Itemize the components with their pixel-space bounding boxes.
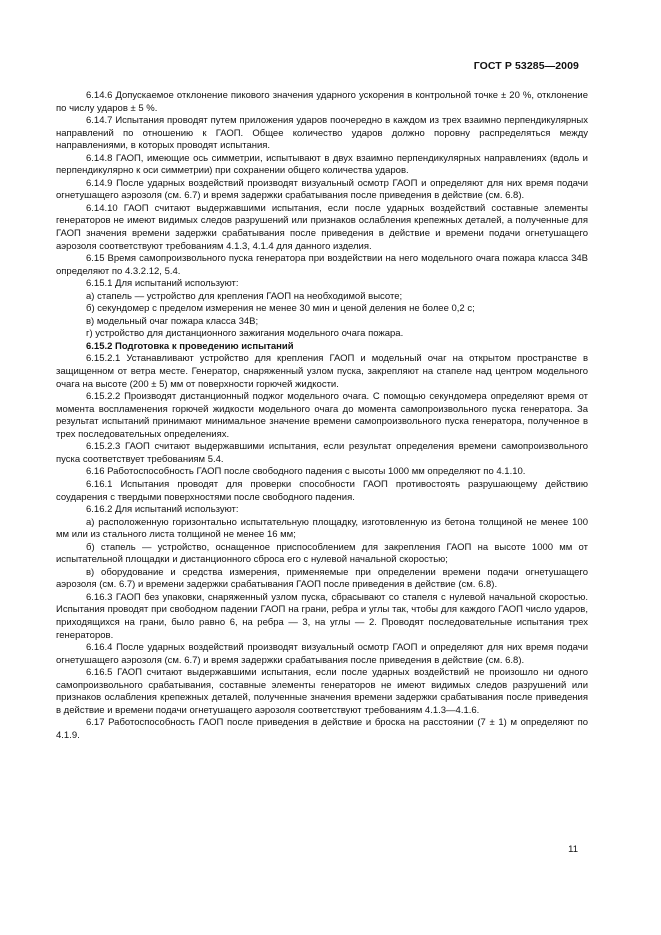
clause-6-15-2-2: 6.15.2.2 Производят дистанционный поджог модельного очага. С помощью секундомера определяют время от момента воспламенения горючей жидкости модельного очага до момента самопроизвольного пуска генератора. За результат испытаний принимают минимальное значение времени самопроизвольного пуска генератора, полученное в трех последовательных определениях. [56,391,588,440]
list-item-g: г) устройство для дистанционного зажигания модельного очага пожара. [86,328,404,340]
clause-6-16: 6.16 Работоспособность ГАОП после свободного падения с высоты 1000 мм определяют по 4.1.10. [86,466,526,478]
page-number: 11 [568,844,578,855]
clause-6-17: 6.17 Работоспособность ГАОП после приведения в действие и броска на расстоянии (7 ± 1) м определяют по 4.1.9. [56,717,588,741]
section-heading-6-15-2: 6.15.2 Подготовка к проведению испытаний [86,340,294,352]
clause-6-16-2: 6.16.2 Для испытаний используют: [86,504,239,516]
clause-6-16-4: 6.16.4 После ударных воздействий производят визуальный осмотр ГАОП и определяют для них время подачи огнетушащего аэрозоля (см. 6.7) и время задержки срабатывания после приведения в действие (см. 6.8). [56,642,588,666]
list-item-v: в) модельный очаг пожара класса 34В; [86,315,259,327]
clause-6-15-2-3: 6.15.2.3 ГАОП считают выдержавшими испытания, если результат определения времени самопроизвольного пуска соответствует требованиям 5.4. [56,441,588,465]
clause-6-15: 6.15 Время самопроизвольного пуска генератора при воздействии на него модельного очага пожара класса 34В определяют по 4.3.2.12, 5.4. [56,253,588,277]
document-body [56,90,588,742]
clause-6-14-9: 6.14.9 После ударных воздействий производят визуальный осмотр ГАОП и определяют для них время подачи огнетушащего аэрозоля (см. 6.7) и время задержки срабатывания после приведения в действие (см. 6.8). [56,177,588,202]
clause-6-14-7: 6.14.7 Испытания проводят путем приложения ударов поочередно в каждом из трех взаимно перпендикулярных направлений по отношению к ГАОП. Общее количество ударов должно поровну распределяться между направлениями, в которых проводят испытания. [56,115,588,152]
clause-6-15-1: 6.15.1 Для испытаний используют: [86,278,239,290]
clause-6-14-10: 6.14.10 ГАОП считают выдержавшими испытания, если после ударных воздействий составные элементы генераторов не имеют видимых следов разрушений или признаков ослабления крепежных деталей, а полученные для ГАОП значения времени задержки срабатывания после приведения в действие и времени подачи огнетушащего аэрозоля соответствуют требованиям 4.1.3, 4.1.4 для данного изделия. [56,202,588,252]
list-item-v: в) оборудование и средства измерения, применяемые при определении времени подачи огнетушащего аэрозоля (см. 6.7) и времени задержки срабатывания ГАОП после приведения в действие (см. 6.8). [56,566,588,591]
list-item-b: б) секундомер с пределом измерения не менее 30 мин и ценой деления не более 0,2 с; [86,303,475,315]
clause-6-16-3: 6.16.3 ГАОП без упаковки, снаряженный узлом пуска, сбрасывают со стапеля с нулевой начальной скоростью. Испытания проводят при свободном падении ГАОП на грани, ребра и углы так, чтобы для каждого ГАОП число ударов, приходящихся на грани, было равно 6, на ребра — 3, на углы — 2. Проводят последовательные испытания трех генераторов. [56,591,588,641]
clause-6-15-2-1: 6.15.2.1 Устанавливают устройство для крепления ГАОП и модельный очаг на открытом пространстве в защищенном от ветра месте. Генератор, снаряженный узлом пуска, закрепляют на стапеле над центром модельного очага на высоте (200 ± 5) мм от поверхности горючей жидкости. [56,353,588,390]
list-item-a: а) расположенную горизонтально испытательную площадку, изготовленную из бетона толщиной не менее 100 мм или из стального листа толщиной не менее 16 мм; [56,516,588,541]
list-item-b: б) стапель — устройство, оснащенное приспособлением для закрепления ГАОП на высоте 1000 мм от испытательной площадки и дистанционного сброса его с нулевой начальной скоростью; [56,541,588,566]
standard-header: ГОСТ Р 53285—2009 [473,60,579,72]
clause-6-14-6: 6.14.6 Допускаемое отклонение пикового значения ударного ускорения в контрольной точке ± 20 %, отклонение по числу ударов ± 5 %. [56,90,588,114]
clause-6-14-8: 6.14.8 ГАОП, имеющие ось симметрии, испытывают в двух взаимно перпендикулярных направлениях (вдоль и перпендикулярно к оси симметрии) при сохранении общего количества ударов. [56,152,588,177]
list-item-a: а) стапель — устройство для крепления ГАОП на необходимой высоте; [86,290,403,302]
clause-6-16-5: 6.16.5 ГАОП считают выдержавшими испытания, если после ударных воздействий не произошло ни одного самопроизвольного срабатывания, составные элементы генераторов не имеют видимых следов разрушений или признаков ослабления крепежных деталей, полученные значения времени задержки срабатывания после приведения в действие и времени подачи огнетушащего аэрозоля соответствуют требованиям 4.1.3—4.1.6. [56,667,588,716]
clause-6-16-1: 6.16.1 Испытания проводят для проверки способности ГАОП противостоять разрушающему действию соударения с твердыми поверхностями после свободного падения. [56,478,588,503]
